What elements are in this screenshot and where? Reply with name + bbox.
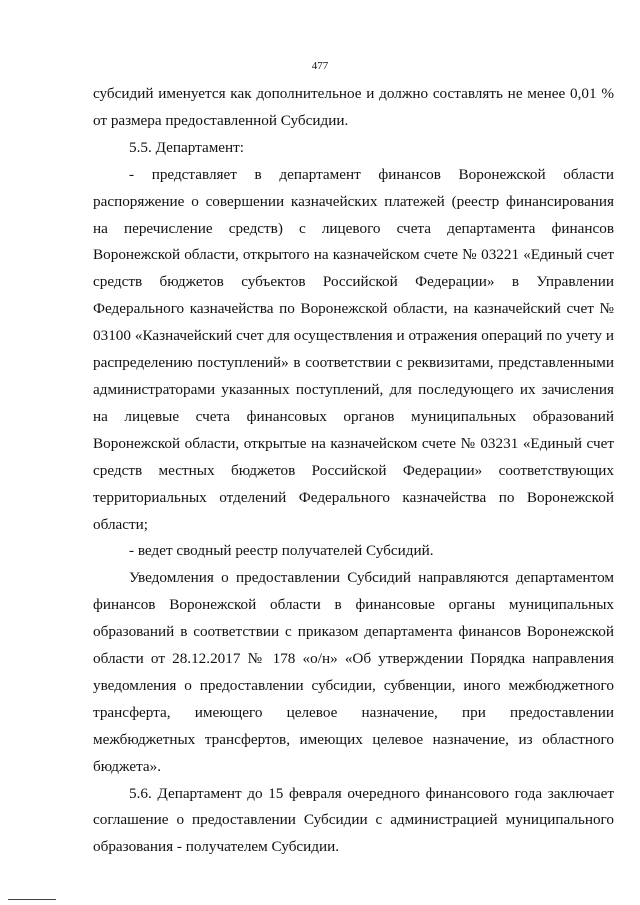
scan-edge-line	[8, 899, 56, 900]
paragraph-subsidy-notifications: Уведомления о предоставлении Субсидий направляются департаментом финансов Воронежской области в финансовые органы муниципальных образований в соответствии с приказом департамента финансов Воронежской области от 28.12.2017 № 178 «о/н» «Об утверждении Порядка направления уведомления о предоставлении субсидии, субвенции, иного межбюджетного трансферта, имеющего целевое назначение, при предоставлении межбюджетных трансфертов, имеющих целевое назначение, из областного бюджета».	[93, 569, 614, 775]
paragraph-subsidy-continuation: субсидий именуется как дополнительное и должно составлять не менее 0,01 % от размера предоставленной Субсидии.	[93, 85, 614, 129]
paragraph-section-5-5-heading: 5.5. Департамент:	[129, 138, 245, 156]
document-body	[93, 81, 614, 861]
paragraph-department-keeps-registry: - ведет сводный реестр получателей Субсидий.	[129, 542, 434, 560]
paragraph-department-submits-order: - представляет в департамент финансов Воронежской области распоряжение о совершении казначейских платежей (реестр финансирования на перечисление средств) с лицевого счета департамента финансов Воронежской области, открытого на казначейском счете № 03221 «Единый счет средств бюджетов субъектов Российской Федерации» в Управлении Федерального казначейства по Воронежской области, на казначейский счет № 03100 «Казначейский счет для осуществления и отражения операций по учету и распределению поступлений» в соответствии с реквизитами, представленными администраторами указанных поступлений, для последующего их зачисления на лицевые счета финансовых органов муниципальных образований Воронежской области, открытые на казначейском счете № 03231 «Единый счет средств местных бюджетов Российской Федерации» соответствующих территориальных отделений Федерального казначейства по Воронежской области;	[93, 165, 614, 533]
paragraph-section-5-6-agreement: 5.6. Департамент до 15 февраля очередного финансового года заключает соглашение о предоставлении Субсидии с администрацией муниципального образования - получателем Субсидии.	[93, 784, 614, 856]
page-number: 477	[311, 60, 329, 72]
